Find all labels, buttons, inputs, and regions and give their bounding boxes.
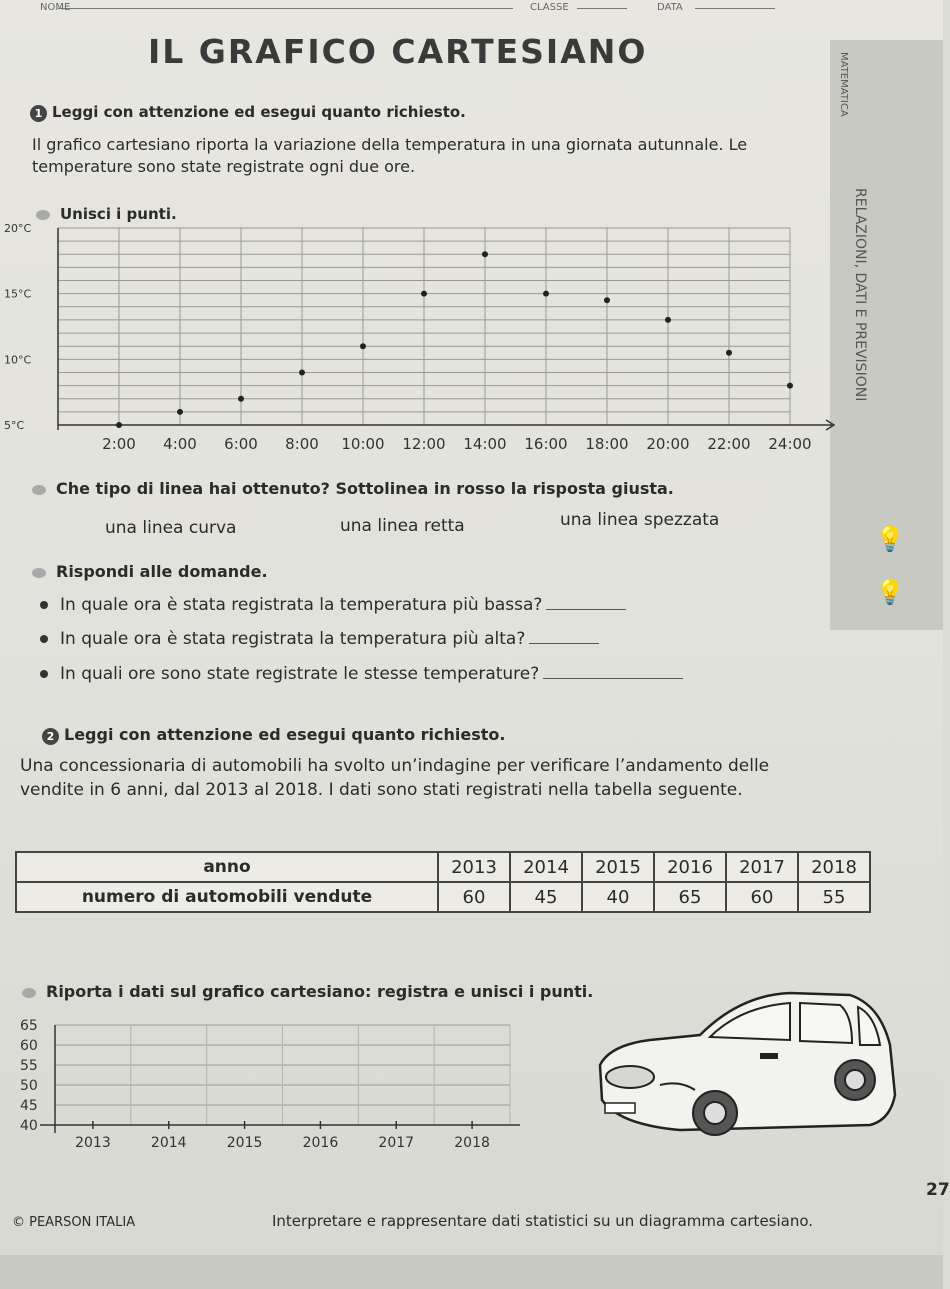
x-tick-label: 22:00 (707, 435, 751, 453)
bullet-icon (32, 485, 46, 495)
question-lowest-text: In quale ora è stata registrata la temperatura più bassa? (60, 595, 543, 615)
exercise1-instruction (30, 103, 466, 122)
bullet-icon (22, 988, 36, 998)
y-tick-label: 65 (20, 1018, 38, 1034)
bullet-icon (36, 210, 50, 220)
y-tick-label: 50 (20, 1078, 38, 1094)
bullet-icon (32, 568, 46, 578)
x-tick-label: 24:00 (768, 435, 812, 453)
option-curve[interactable]: una linea curva (105, 518, 237, 538)
table-cell: 60 (438, 882, 510, 912)
table-cell: 65 (654, 882, 726, 912)
exercise2-instruction-text: Leggi con attenzione ed esegui quanto richiesto. (64, 725, 506, 744)
y-tick-label: 5°C (4, 419, 25, 432)
exercise2-number: 2 (42, 728, 59, 745)
task-answer-text: Rispondi alle domande. (56, 562, 268, 581)
sidebar-topic: RELAZIONI, DATI E PREVISIONI (852, 188, 868, 402)
publisher: © PEARSON ITALIA (12, 1215, 136, 1230)
x-tick-label: 14:00 (463, 435, 507, 453)
sidebar-strip (830, 40, 943, 630)
task-join-text: Unisci i punti. (60, 205, 177, 223)
y-tick-label: 15°C (4, 287, 32, 301)
class-label: CLASSE (530, 2, 569, 13)
data-point (543, 291, 549, 297)
data-point (482, 251, 488, 257)
data-point (299, 369, 305, 375)
page-number: 27 (926, 1180, 950, 1200)
bullet-icon (40, 635, 48, 643)
task-plot-text: Riporta i dati sul grafico cartesiano: registra e unisci i punti. (46, 982, 594, 1001)
sidebar-subject: MATEMATICA (838, 52, 849, 117)
name-line (58, 8, 513, 9)
table-cell: 2018 (798, 852, 870, 882)
table-cell: 2015 (582, 852, 654, 882)
exercise1-number: 1 (30, 105, 47, 122)
x-tick-label: 2016 (302, 1135, 339, 1151)
x-tick-label: 18:00 (585, 435, 629, 453)
task-line-type (32, 479, 674, 498)
question-highest (40, 629, 599, 649)
question-highest-text: In quale ora è stata registrata la temperatura più alta? (60, 629, 526, 649)
table-cell: 45 (510, 882, 582, 912)
class-line (577, 8, 627, 9)
question-same (40, 664, 683, 684)
x-tick-label: 2017 (378, 1135, 415, 1151)
question-same-text: In quali ore sono state registrate le stesse temperature? (60, 664, 540, 684)
x-tick-label: 2:00 (102, 435, 136, 453)
data-point (726, 350, 732, 356)
table-cell: 2013 (438, 852, 510, 882)
table-row (16, 852, 870, 882)
task-plot (22, 982, 593, 1001)
table-cell: 55 (798, 882, 870, 912)
x-tick-label: 8:00 (285, 435, 319, 453)
exercise1-text: Il grafico cartesiano riporta la variazione della temperatura in una giornata autunnale. Le temperature sono state registrate ogni due ore. (32, 135, 748, 176)
answer-line-same[interactable] (543, 678, 683, 679)
table-cell: 2016 (654, 852, 726, 882)
x-tick-label: 20:00 (646, 435, 690, 453)
table-cell: 40 (582, 882, 654, 912)
x-tick-label: 2014 (150, 1135, 187, 1151)
exercise2-text: Una concessionaria di automobili ha svolto un’indagine per verificare l’andamento delle vendite in 6 anni, dal 2013 al 2018. I dati sono stati registrati nella tabella seguente. (20, 756, 770, 800)
answer-line-highest[interactable] (529, 643, 599, 644)
answer-line-lowest[interactable] (546, 609, 626, 610)
lightbulb-icon: 💡 (875, 525, 905, 553)
y-tick-label: 55 (20, 1058, 38, 1074)
x-tick-label: 12:00 (402, 435, 446, 453)
y-tick-label: 45 (20, 1098, 38, 1114)
date-line (695, 8, 775, 9)
x-tick-label: 6:00 (224, 435, 258, 453)
x-tick-label: 2018 (454, 1135, 490, 1151)
data-point (116, 422, 122, 428)
task-answer (32, 562, 268, 581)
exercise2-instruction (42, 725, 505, 745)
car-illustration (590, 985, 910, 1155)
option-straight[interactable]: una linea retta (340, 516, 465, 536)
sales-table (15, 851, 871, 913)
data-point (360, 343, 366, 349)
lightbulb-icon-2: 💡 (875, 578, 905, 606)
page-title: IL GRAFICO CARTESIANO (148, 32, 648, 71)
y-tick-label: 10°C (4, 353, 32, 367)
option-broken[interactable]: una linea spezzata (560, 510, 720, 530)
question-lowest (40, 595, 626, 615)
data-point (665, 317, 671, 323)
x-tick-label: 16:00 (524, 435, 568, 453)
table-cell: 60 (726, 882, 798, 912)
task-line-type-text: Che tipo di linea hai ottenuto? Sottolinea in rosso la risposta giusta. (56, 479, 674, 498)
data-point (421, 291, 427, 297)
bullet-icon (40, 601, 48, 609)
sales-chart[interactable] (0, 1005, 560, 1170)
data-point (177, 409, 183, 415)
date-label: DATA (657, 2, 683, 13)
bullet-icon (40, 670, 48, 678)
temperature-chart (0, 220, 845, 465)
x-tick-label: 2015 (226, 1135, 263, 1151)
y-tick-label: 20°C (4, 222, 32, 235)
x-tick-label: 2013 (75, 1135, 111, 1151)
exercise1-instruction-text: Leggi con attenzione ed esegui quanto richiesto. (52, 103, 466, 121)
table-cell: 2014 (510, 852, 582, 882)
y-tick-label: 40 (20, 1118, 38, 1134)
name-label: NOME (40, 2, 71, 13)
x-tick-label: 10:00 (341, 435, 385, 453)
data-point (238, 396, 244, 402)
data-point (787, 383, 793, 389)
x-tick-label: 4:00 (163, 435, 197, 453)
y-tick-label: 60 (20, 1038, 38, 1054)
table-header-cars: numero di automobili vendute (16, 882, 438, 912)
bottom-strip (0, 1255, 943, 1289)
data-point (604, 297, 610, 303)
learning-objective: Interpretare e rappresentare dati statistici su un diagramma cartesiano. (272, 1212, 814, 1230)
table-header-year: anno (16, 852, 438, 882)
table-cell: 2017 (726, 852, 798, 882)
table-row (16, 882, 870, 912)
